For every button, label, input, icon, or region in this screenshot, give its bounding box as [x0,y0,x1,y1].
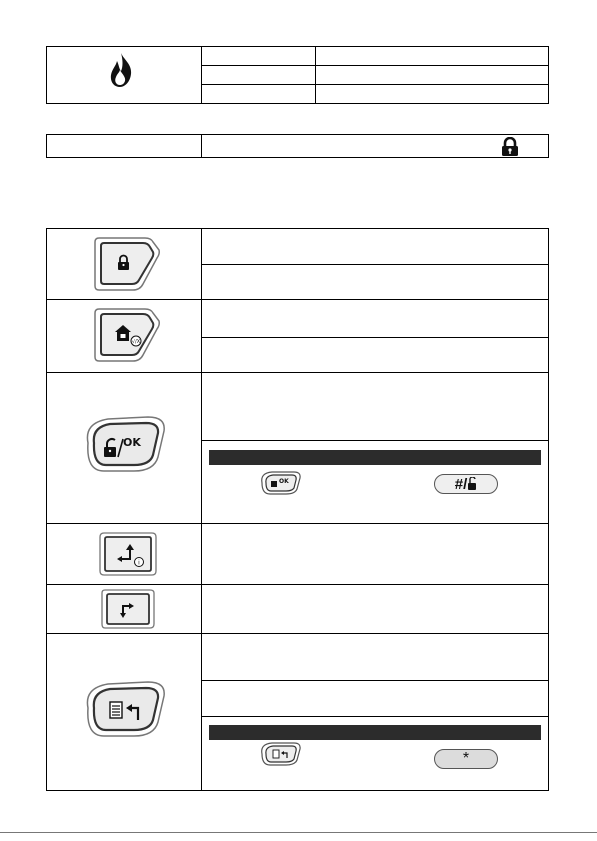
small-unlock-icon [467,477,477,491]
note-bar-menu [209,725,541,740]
note-bar-disarm [209,450,541,465]
home-key-label: √/X [131,339,141,345]
back-key-icon [96,588,156,630]
row-line-next [46,584,549,585]
arm-status-table-divider [201,134,202,158]
row-line-disarm [46,523,549,524]
menu-back-key-icon [78,678,168,740]
row-line-home [46,372,549,373]
disarm-ok-key-icon [78,413,168,475]
svg-text:OK: OK [279,478,289,485]
subrow-line-menu-2 [201,716,549,717]
svg-text:i: i [138,559,140,567]
arm-status-table [46,134,549,158]
row-line-away [46,299,549,300]
away-arm-key-icon [89,236,161,292]
fire-table-divider-2 [315,46,316,104]
menu-back-key-icon-small [258,741,302,767]
fire-icon [108,52,134,88]
subrow-line-home [201,337,549,338]
subrow-line-menu-1 [201,680,549,681]
star-key-icon [434,749,498,769]
subrow-line-disarm [201,440,549,441]
keys-table-divider [201,228,202,791]
fire-table-row-line-1 [201,65,549,66]
row-line-back [46,633,549,634]
padlock-icon [500,137,520,157]
star-key-label: * [462,750,470,767]
home-arm-key-icon [89,307,161,363]
page-bottom-rule [0,832,597,833]
subrow-line-away [201,264,549,265]
fire-table-divider-1 [201,46,202,104]
fire-table-row-line-2 [201,84,549,85]
hash-key-label: #/ [454,475,468,493]
disarm-key-label: OK [123,436,141,449]
hash-unlock-key-icon [434,474,498,494]
next-info-key-icon [94,531,158,577]
disarm-ok-key-icon-small [258,470,302,496]
